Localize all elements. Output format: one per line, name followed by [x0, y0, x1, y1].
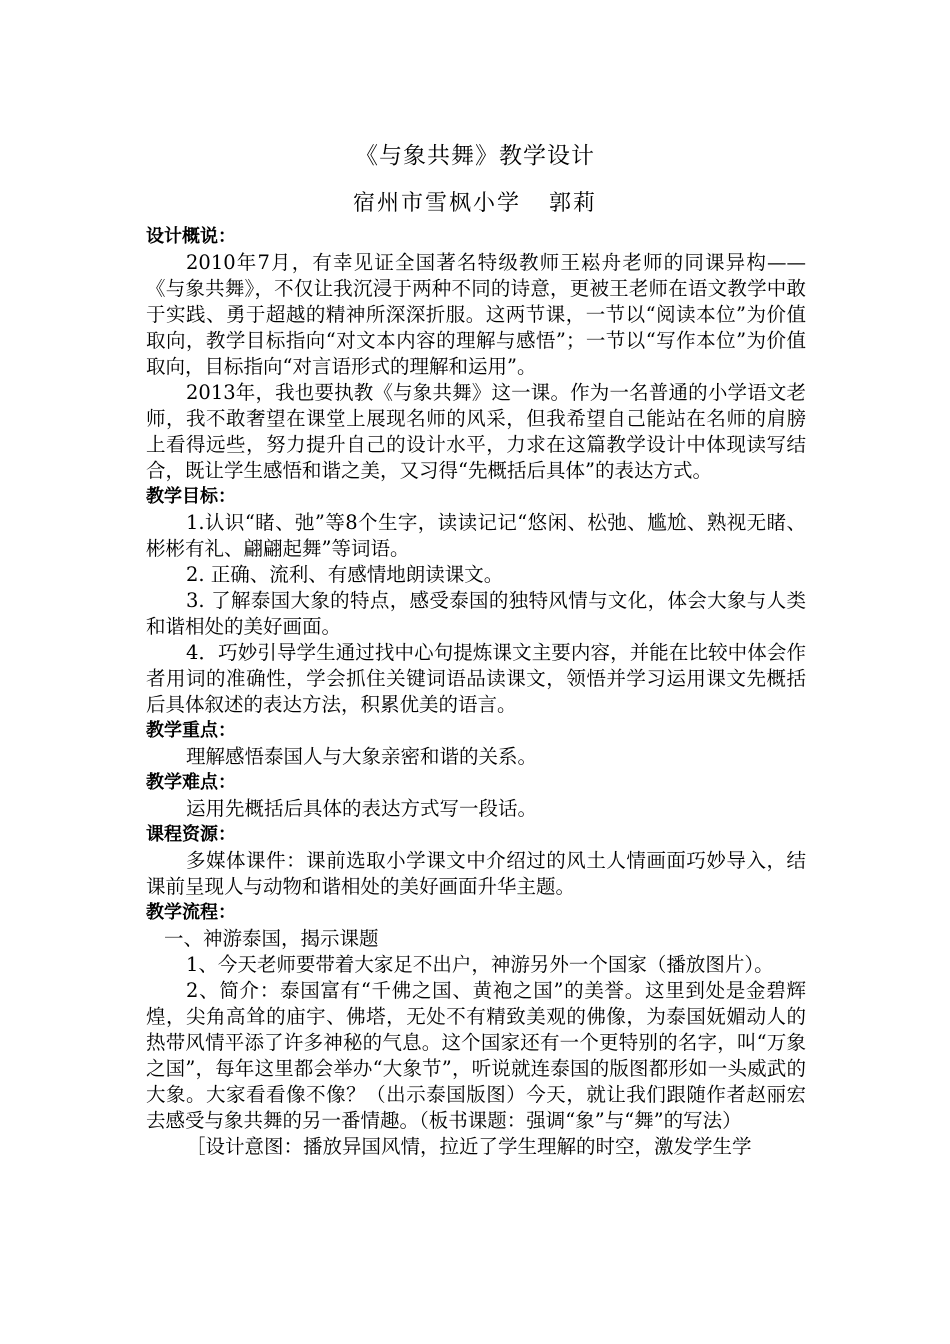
- process-paragraph-1: 1、今天老师要带着大家足不出户，神游另外一个国家（播放图片）。: [186, 953, 774, 976]
- process-paragraph-2: 2、简介：泰国富有“千佛之国、黄袍之国”的美誉。这里到处是金碧辉煌，尖角高耸的庙宇、佛塔，无处不有精致美观的佛像，为泰国妩媚动人的热带风情平添了许多神秘的气息。这个国家还有一个更特别的名字，叫“万象之国”，每年这里都会举办“大象节”，听说就连泰国的版图都形如一头威武的大象。大家看看像不像？（出示泰国版图）今天，就让我们跟随作者赵丽宏去感受与象共舞的另一番情趣。（板书课题：强调“象”与“舞”的写法）: [146, 979, 806, 1132]
- author-line: [0, 186, 950, 217]
- goal-item-1: 1.认识“睹、弛”等8个生字，读读记记“悠闲、松弛、尴尬、熟视无睹、彬彬有礼、翩翩起舞”等词语。: [146, 511, 806, 560]
- document-body: [146, 224, 806, 1160]
- heading-difficulties: 教学难点：: [146, 772, 236, 793]
- key-points-text: 理解感悟泰国人与大象亲密和谐的关系。: [186, 745, 538, 768]
- heading-resources: 课程资源：: [146, 824, 236, 845]
- goal-item-3: 3. 了解泰国大象的特点，感受泰国的独特风情与文化，体会大象与人类和谐相处的美好画面。: [146, 589, 806, 638]
- process-paragraph-3: ［设计意图：播放异国风情，拉近了学生理解的时空，激发学生学: [186, 1135, 752, 1158]
- document-title: 《与象共舞》教学设计: [355, 143, 595, 169]
- difficulties-text: 运用先概括后具体的表达方式写一段话。: [186, 797, 538, 820]
- heading-process: 教学流程：: [146, 902, 236, 923]
- process-step-1: 一、神游泰国，揭示课题: [164, 927, 379, 950]
- heading-overview: 设计概说：: [146, 226, 236, 247]
- heading-goals: 教学目标：: [146, 486, 236, 507]
- author-name: 郭莉: [549, 191, 598, 216]
- author-school: 宿州市雪枫小学: [352, 191, 521, 216]
- goal-item-2: 2. 正确、流利、有感情地朗读课文。: [186, 563, 504, 586]
- heading-key-points: 教学重点：: [146, 720, 236, 741]
- overview-paragraph-1: 2010年7月，有幸见证全国著名特级教师王崧舟老师的同课异构——《与象共舞》，不仅让我沉浸于两种不同的诗意，更被王老师在语文教学中敢于实践、勇于超越的精神所深深折服。这两节课，一节以“阅读本位”为价值取向，教学目标指向“对文本内容的理解与感悟”；一节以“写作本位”为价值取向，目标指向“对言语形式的理解和运用”。: [146, 251, 806, 378]
- resources-text: 多媒体课件：课前选取小学课文中介绍过的风土人情画面巧妙导入，结课前呈现人与动物和谐相处的美好画面升华主题。: [146, 849, 806, 898]
- overview-paragraph-2: 2013年，我也要执教《与象共舞》这一课。作为一名普通的小学语文老师，我不敢奢望在课堂上展现名师的风采，但我希望自己能站在名师的肩膀上看得远些，努力提升自己的设计水平，力求在这篇教学设计中体现读写结合，既让学生感悟和谐之美，又习得“先概括后具体”的表达方式。: [146, 381, 806, 482]
- goal-item-4: 4．巧妙引导学生通过找中心句提炼课文主要内容，并能在比较中体会作者用词的准确性，学会抓住关键词语品读课文，领悟并学习运用课文先概括后具体叙述的表达方法，积累优美的语言。: [146, 641, 806, 716]
